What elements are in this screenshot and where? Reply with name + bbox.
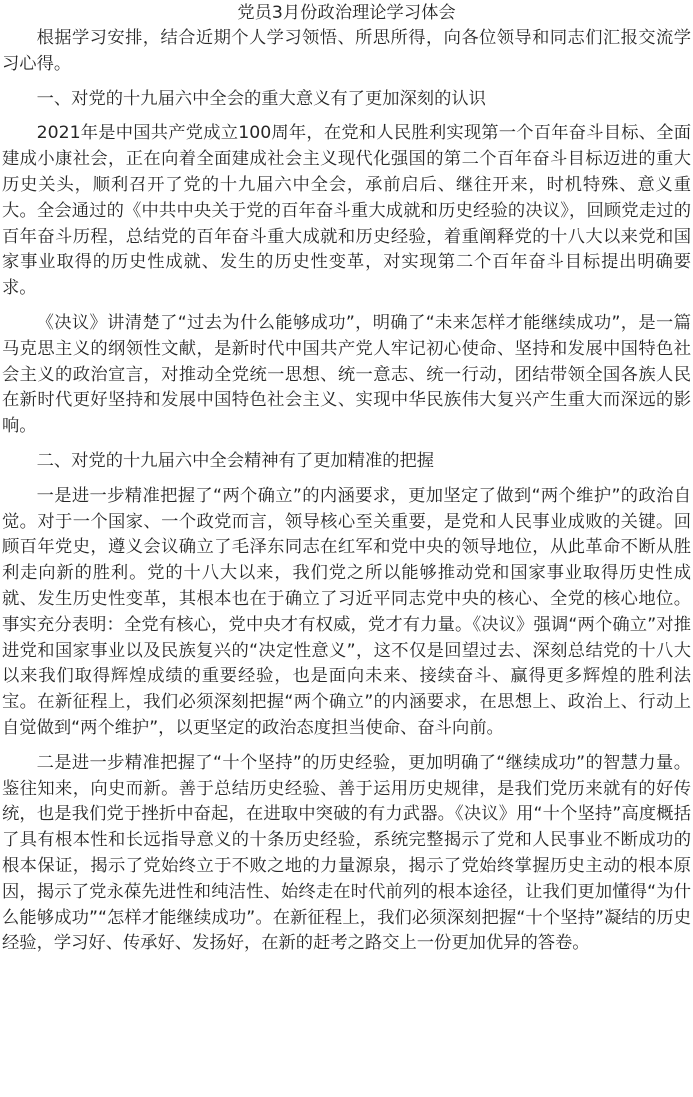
section-1-paragraph-1: 2021年是中国共产党成立100周年，在党和人民胜利实现第一个百年奋斗目标、全面建成小康社会，正在向着全面建成社会主义现代化强国的第二个百年奋斗目标迈进的重大历史关头，顺利召开了党的十九届六中全会，承前启后、继往开来，时机特殊、意义重大。全会通过的《中共中央关于党的百年奋斗重大成就和历史经验的决议》，回顾党走过的百年奋斗历程，总结党的百年奋斗重大成就和历史经验，着重阐释党的十八大以来党和国家事业取得的历史性成就、发生的历史性变革，对实现第二个百年奋斗目标提出明确要求。 — [2, 123, 691, 299]
section-2-heading: 二、对党的十九届六中全会精神有了更加精准的把握 — [36, 450, 435, 471]
section-2-paragraph-1: 一是进一步精准把握了“两个确立”的内涵要求，更加坚定了做到“两个维护”的政治自觉。对于一个国家、一个政党而言，领导核心至关重要，是党和人民事业成败的关键。回顾百年党史，遵义会议确立了毛泽东同志在红军和党中央的领导地位，从此革命不断从胜利走向新的胜利。党的十八大以来，我们党之所以能够推动党和国家事业取得历史性成就、发生历史性变革，其根本也在于确立了习近平同志党中央的核心、全党的核心地位。事实充分表明：全党有核心，党中央才有权威，党才有力量。《决议》强调“两个确立”对推进党和国家事业以及民族复兴的“决定性意义”，这不仅是回望过去、深刻总结党的十八大以来我们取得辉煌成绩的重要经验，也是面向未来、接续奋斗、赢得更多辉煌的胜利法宝。在新征程上，我们必须深刻把握“两个确立”的内涵要求，在思想上、政治上、行动上自觉做到“两个维护”，以更坚定的政治态度担当使命、奋斗向前。 — [2, 485, 691, 738]
section-1-paragraph-2: 《决议》讲清楚了“过去为什么能够成功”，明确了“未来怎样才能继续成功”，是一篇马克思主义的纲领性文献，是新时代中国共产党人牢记初心使命、坚持和发展中国特色社会主义的政治宣言，对推动全党统一思想、统一意志、统一行动，团结带领全国各族人民在新时代更好坚持和发展中国特色社会主义、实现中华民族伟大复兴产生重大而深远的影响。 — [2, 312, 691, 437]
section-2-paragraph-2: 二是进一步精准把握了“十个坚持”的历史经验，更加明确了“继续成功”的智慧力量。鉴往知来，向史而新。善于总结历史经验、善于运用历史规律，是我们党历来就有的好传统，也是我们党于挫折中奋起，在进取中突破的有力武器。《决议》用“十个坚持”高度概括了具有根本性和长远指导意义的十条历史经验，系统完整揭示了党和人民事业不断成功的根本保证，揭示了党始终立于不败之地的力量源泉，揭示了党始终掌握历史主动的根本原因，揭示了党永葆先进性和纯洁性、始终走在时代前列的根本途径，让我们更加懂得“为什么能够成功”“怎样才能继续成功”。在新征程上，我们必须深刻把握“十个坚持”凝结的历史经验，学习好、传承好、发扬好，在新的赶考之路交上一份更加优异的答卷。 — [2, 752, 691, 954]
document-title: 党员3月份政治理论学习体会 — [237, 3, 456, 23]
section-1-heading: 一、对党的十九届六中全会的重大意义有了更加深刻的认识 — [36, 88, 486, 109]
intro-paragraph: 根据学习安排，结合近期个人学习领悟、所思所得，向各位领导和同志们汇报交流学习心得。 — [2, 28, 691, 74]
